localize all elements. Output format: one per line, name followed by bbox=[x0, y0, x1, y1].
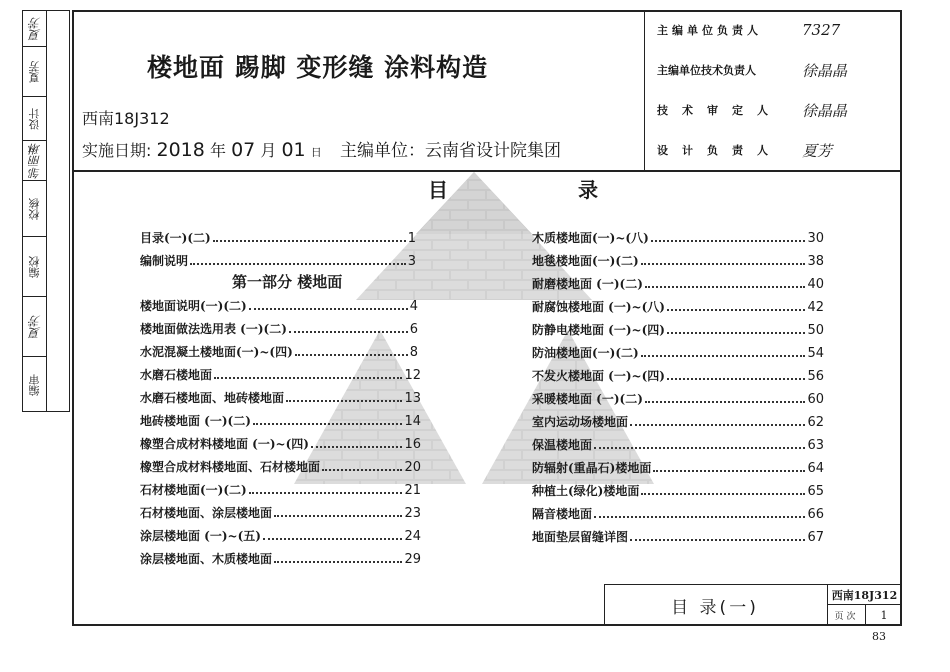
toc-entry[interactable] bbox=[532, 504, 824, 522]
signature-name: 夏芳 bbox=[802, 141, 833, 160]
toc-entry-page: 62 bbox=[807, 415, 824, 430]
toc-entry-page: 64 bbox=[807, 461, 824, 476]
toc-entry[interactable] bbox=[532, 343, 824, 361]
toc-entry-label: 不发火楼地面 (一)~(四) bbox=[532, 369, 665, 383]
strip-label: 校核 bbox=[27, 197, 41, 220]
toc-entry-page: 14 bbox=[404, 414, 421, 429]
date-day-unit: 日 bbox=[310, 146, 322, 159]
toc-entry-page: 23 bbox=[404, 506, 421, 521]
leader-dots bbox=[322, 469, 402, 471]
strip-label: 夏芳 bbox=[27, 60, 41, 83]
editor-organization: 主编单位：云南省设计院集团 bbox=[340, 141, 561, 161]
toc-entry-label: 编制说明 bbox=[140, 254, 189, 268]
leader-dots bbox=[653, 470, 805, 472]
toc-entry-label: 地砖楼地面 (一)(二) bbox=[140, 414, 251, 428]
toc-entry[interactable] bbox=[532, 251, 824, 269]
toc-entry[interactable] bbox=[532, 412, 824, 430]
leader-dots bbox=[630, 424, 805, 426]
toc-entry-label: 涂层楼地面 (一)~(五) bbox=[140, 529, 261, 543]
leader-dots bbox=[263, 538, 403, 540]
toc-entry-label: 楼地面说明(一)(二) bbox=[140, 299, 247, 313]
toc-entry-label: 室内运动场楼地面 bbox=[532, 415, 629, 429]
toc-entry-label: 地毯楼地面(一)(二) bbox=[532, 254, 639, 268]
toc-entry-label: 水磨石楼地面 bbox=[140, 368, 213, 382]
leader-dots bbox=[274, 515, 402, 517]
page-title: 楼地面 踢脚 变形缝 涂料构造 bbox=[147, 53, 489, 82]
toc-entry[interactable] bbox=[140, 342, 418, 360]
title-block-page-label: 页次 bbox=[828, 605, 866, 625]
leader-dots bbox=[311, 446, 403, 448]
toc-entry[interactable] bbox=[532, 228, 824, 246]
toc-entry[interactable] bbox=[140, 228, 416, 246]
toc-entry-page: 13 bbox=[404, 391, 421, 406]
toc-entry-page: 54 bbox=[807, 346, 824, 361]
title-block-code: 西南18J312 bbox=[828, 585, 901, 605]
toc-entry-page: 63 bbox=[807, 438, 824, 453]
signature-role: 主编单位负责人 bbox=[657, 24, 762, 37]
toc-entry[interactable] bbox=[140, 365, 421, 383]
toc-entry-page: 60 bbox=[807, 392, 824, 407]
leader-dots bbox=[190, 263, 406, 265]
title-block bbox=[604, 584, 900, 626]
toc-entry[interactable] bbox=[140, 480, 421, 498]
toc-entry-page: 4 bbox=[409, 299, 418, 314]
toc-entry-label: 耐腐蚀楼地面 (一)~(八) bbox=[532, 300, 665, 314]
leader-dots bbox=[641, 355, 806, 357]
toc-entry-page: 40 bbox=[807, 277, 824, 292]
date-year-unit: 年 bbox=[209, 141, 226, 160]
signature-name: 7327 bbox=[802, 21, 841, 39]
strip-signature: 夏芳 bbox=[28, 314, 42, 339]
toc-entry-page: 56 bbox=[807, 369, 824, 384]
toc-entry-page: 21 bbox=[404, 483, 421, 498]
toc-entry-label: 橡塑合成材料楼地面、石材楼地面 bbox=[140, 460, 321, 474]
toc-entry-label: 水磨石楼地面、地砖楼地面 bbox=[140, 391, 285, 405]
toc-entry-page: 66 bbox=[807, 507, 824, 522]
strip-label: 编审 bbox=[27, 374, 41, 396]
leader-dots bbox=[253, 423, 403, 425]
toc-entry[interactable] bbox=[532, 389, 824, 407]
toc-entry-label: 木质楼地面(一)~(八) bbox=[532, 231, 649, 245]
toc-entry-page: 67 bbox=[807, 530, 824, 545]
leader-dots bbox=[286, 400, 402, 402]
toc-entry-page: 16 bbox=[404, 437, 421, 452]
leader-dots bbox=[289, 331, 408, 333]
strip-label: 编校 bbox=[27, 255, 41, 278]
toc-entry[interactable] bbox=[532, 274, 824, 292]
toc-entry[interactable] bbox=[140, 503, 421, 521]
title-block-title: 目 录(一) bbox=[671, 597, 759, 618]
leader-dots bbox=[641, 263, 806, 265]
leader-dots bbox=[594, 516, 805, 518]
toc-entry-label: 涂层楼地面、木质楼地面 bbox=[140, 552, 273, 566]
toc-entry-page: 8 bbox=[409, 345, 418, 360]
toc-entry[interactable] bbox=[140, 434, 421, 452]
leader-dots bbox=[651, 240, 806, 242]
title-block-page-value: 1 bbox=[880, 608, 888, 622]
date-label: 实施日期: bbox=[82, 141, 152, 160]
toc-entry[interactable] bbox=[140, 388, 421, 406]
strip-signature: 邹丽琳 bbox=[28, 142, 42, 179]
toc-entry-label: 水泥混凝土楼地面(一)~(四) bbox=[140, 345, 293, 359]
standard-code: 西南18J312 bbox=[82, 109, 170, 128]
toc-entry[interactable] bbox=[140, 411, 421, 429]
toc-entry[interactable] bbox=[532, 320, 824, 338]
toc-entry-label: 防辐射(重晶石)楼地面 bbox=[532, 461, 652, 475]
leader-dots bbox=[667, 378, 806, 380]
toc-entry-page: 3 bbox=[407, 254, 416, 269]
leader-dots bbox=[214, 377, 402, 379]
toc-entry[interactable] bbox=[140, 526, 421, 544]
leader-dots bbox=[630, 539, 805, 541]
toc-entry-page: 65 bbox=[807, 484, 824, 499]
toc-entry-label: 石材楼地面(一)(二) bbox=[140, 483, 247, 497]
toc-heading-left: 目 bbox=[428, 178, 448, 202]
leader-dots bbox=[667, 309, 806, 311]
toc-entry-label: 隔音楼地面 bbox=[532, 507, 593, 521]
toc-entry-label: 楼地面做法选用表 (一)(二) bbox=[140, 322, 287, 336]
date-month-unit: 月 bbox=[260, 141, 277, 160]
signature-name: 徐晶晶 bbox=[802, 61, 848, 80]
toc-entry-label: 目录(一)(二) bbox=[140, 231, 211, 245]
toc-entry-label: 种植土(绿化)楼地面 bbox=[532, 484, 640, 498]
toc-entry-label: 橡塑合成材料楼地面 (一)~(四) bbox=[140, 437, 309, 451]
toc-entry[interactable] bbox=[532, 481, 824, 499]
leader-dots bbox=[667, 332, 806, 334]
toc-entry-label: 耐磨楼地面 (一)(二) bbox=[532, 277, 643, 291]
toc-entry-page: 1 bbox=[407, 231, 416, 246]
toc-entry-page: 38 bbox=[807, 254, 824, 269]
title-block-meta bbox=[827, 585, 901, 625]
toc-entry-label: 防静电楼地面 (一)~(四) bbox=[532, 323, 665, 337]
leader-dots bbox=[295, 354, 408, 356]
leader-dots bbox=[249, 492, 403, 494]
strip-signature: 夏芳 bbox=[28, 16, 42, 41]
leader-dots bbox=[645, 286, 806, 288]
leader-dots bbox=[645, 401, 806, 403]
signature-role: 主编单位技术负责人 bbox=[657, 64, 756, 77]
section-title: 第一部分 楼地面 bbox=[232, 273, 343, 291]
date-month: 07 bbox=[231, 139, 256, 161]
toc-entry-label: 采暖楼地面 (一)(二) bbox=[532, 392, 643, 406]
toc-entry-page: 12 bbox=[404, 368, 421, 383]
toc-entry-page: 42 bbox=[807, 300, 824, 315]
toc-entry[interactable] bbox=[532, 435, 824, 453]
toc-entry[interactable] bbox=[532, 458, 824, 476]
date-year: 2018 bbox=[156, 139, 205, 161]
toc-entry[interactable] bbox=[140, 319, 418, 337]
toc-entry-page: 6 bbox=[409, 322, 418, 337]
toc-entry-page: 50 bbox=[807, 323, 824, 338]
toc-entry[interactable] bbox=[140, 549, 421, 567]
toc-entry-label: 石材楼地面、涂层楼地面 bbox=[140, 506, 273, 520]
toc-entry[interactable] bbox=[532, 366, 824, 384]
toc-entry-page: 30 bbox=[807, 231, 824, 246]
toc-heading-right: 录 bbox=[578, 178, 598, 202]
toc-entry-page: 20 bbox=[404, 460, 421, 475]
toc-entry-label: 地面垫层留缝详图 bbox=[532, 530, 629, 544]
signature-role: 技术审定人 bbox=[657, 104, 782, 117]
toc-entry-label: 保温楼地面 bbox=[532, 438, 593, 452]
leader-dots bbox=[594, 447, 805, 449]
toc-entry-page: 29 bbox=[404, 552, 421, 567]
toc-entry-page: 24 bbox=[404, 529, 421, 544]
toc-entry[interactable] bbox=[140, 457, 421, 475]
page-number: 83 bbox=[872, 630, 886, 643]
toc-entry[interactable] bbox=[532, 527, 824, 545]
toc-entry[interactable] bbox=[532, 297, 824, 315]
toc-entry-label: 防油楼地面(一)(二) bbox=[532, 346, 639, 360]
leader-dots bbox=[274, 561, 402, 563]
leader-dots bbox=[641, 493, 805, 495]
strip-label: 设计 bbox=[27, 107, 41, 130]
date-day: 01 bbox=[281, 139, 306, 161]
signature-name: 徐晶晶 bbox=[802, 101, 848, 120]
leader-dots bbox=[213, 240, 406, 242]
toc-entry[interactable] bbox=[140, 251, 416, 269]
toc-entry[interactable] bbox=[140, 296, 418, 314]
leader-dots bbox=[249, 308, 408, 310]
signature-role: 设计负责人 bbox=[657, 144, 782, 157]
